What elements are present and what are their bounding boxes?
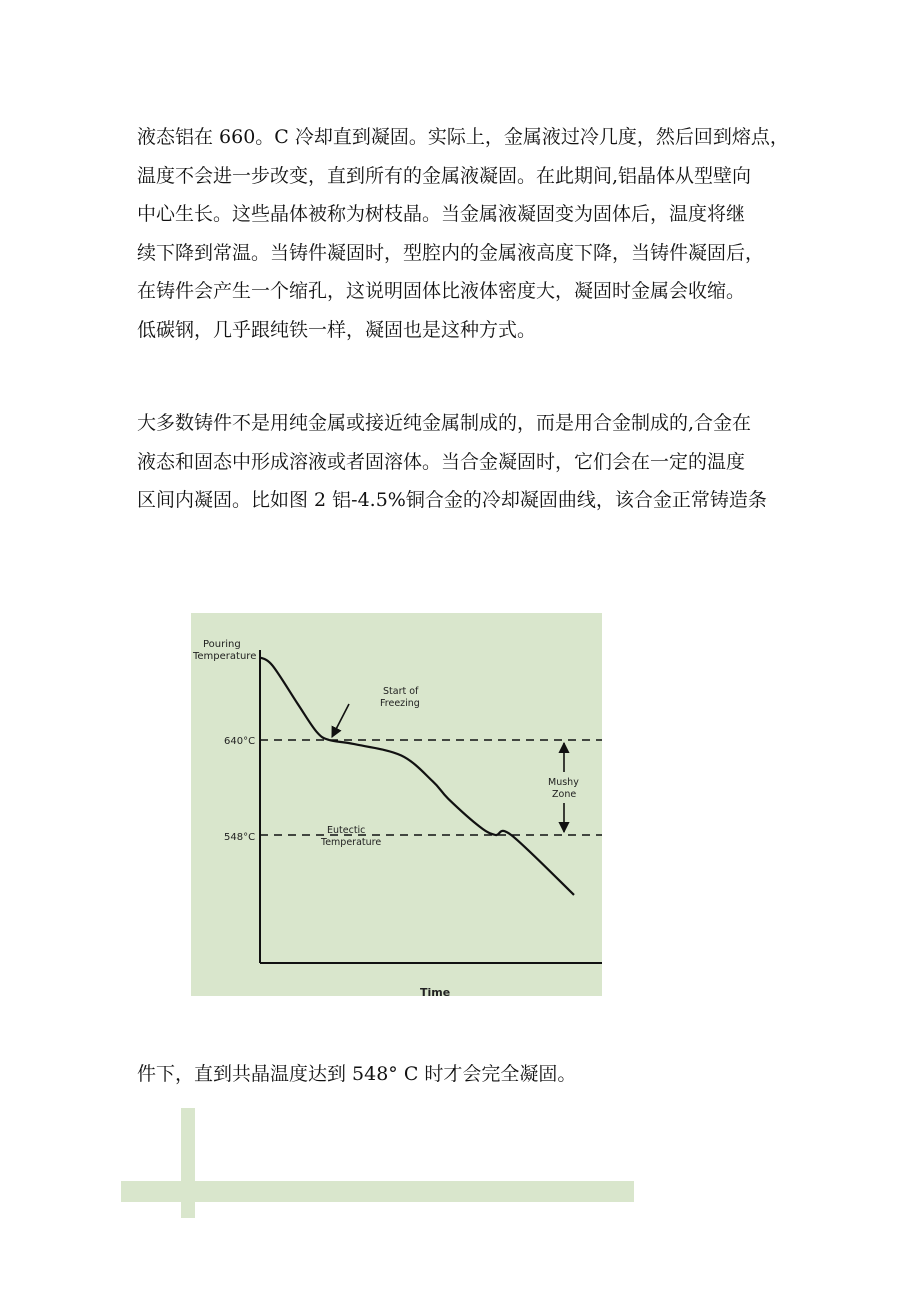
text-line: 液态铝在 660。C 冷却直到凝固。实际上，金属液过冷几度，然后回到熔点，	[137, 126, 789, 148]
paragraph-alloy-solidification	[137, 404, 797, 520]
text-line: 温度不会进一步改变，直到所有的金属液凝固。在此期间,铝晶体从型壁向	[137, 164, 752, 187]
start-of-freezing-label-line1: Start of	[383, 686, 419, 697]
paragraph-eutectic	[137, 1055, 797, 1094]
paragraph-cooling-pure-metal	[137, 118, 797, 349]
mushy-zone-label-line2: Zone	[552, 789, 577, 800]
text-line: 区间内凝固。比如图 2 铝-4.5%铜合金的冷却凝固曲线，该合金正常铸造条	[137, 489, 767, 511]
tick-label-548: 548°C	[224, 832, 256, 843]
pouring-temperature-label-line1: Pouring	[203, 639, 241, 650]
text-line: 大多数铸件不是用纯金属或接近纯金属制成的，而是用合金制成的,合金在	[137, 412, 752, 434]
cooling-curve-chart	[191, 613, 602, 996]
x-axis-label: Time	[420, 986, 451, 996]
tick-label-640: 640°C	[224, 736, 256, 747]
text-line: 续下降到常温。当铸件凝固时，型腔内的金属液高度下降，当铸件凝固后，	[137, 241, 765, 264]
eutectic-temperature-label-line2: Temperature	[321, 837, 382, 848]
eutectic-temperature-label-line1: Eutectic	[327, 825, 366, 836]
text-line: 低碳钢，几乎跟纯铁一样，凝固也是这种方式。	[137, 318, 537, 341]
pouring-temperature-label-line2: Temperature	[193, 651, 257, 662]
mushy-zone-label-line1: Mushy	[548, 777, 579, 788]
text-line: 在铸件会产生一个缩孔，这说明固体比液体密度大，凝固时金属会收缩。	[137, 280, 746, 302]
start-freezing-arrow	[332, 704, 349, 737]
decorative-bar-horizontal	[121, 1181, 634, 1202]
start-of-freezing-label-line2: Freezing	[380, 698, 420, 709]
text-line: 中心生长。这些晶体被称为树枝晶。当金属液凝固变为固体后，温度将继	[137, 203, 746, 225]
text-line: 液态和固态中形成溶液或者固溶体。当合金凝固时，它们会在一定的温度	[137, 450, 746, 473]
cooling-curve-figure	[191, 613, 602, 996]
text-line: 件下，直到共晶温度达到 548° C 时才会完全凝固。	[137, 1063, 577, 1085]
